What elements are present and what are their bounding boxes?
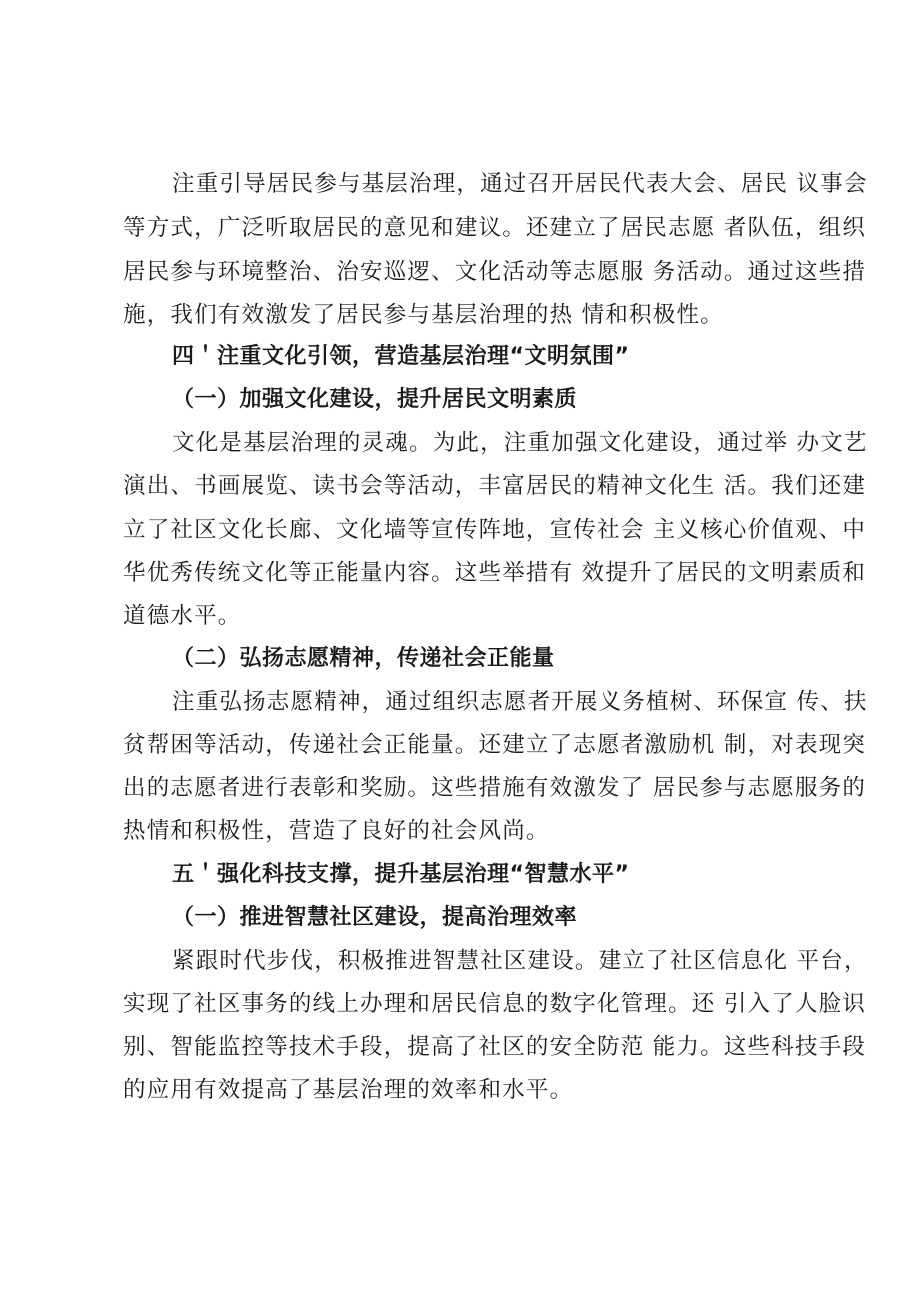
subsection-heading: （二）弘扬志愿精神，传递社会正能量	[172, 646, 555, 671]
paragraph-line: 等方式，广泛听取居民的意见和建议。还建立了居民志愿 者队伍，组织	[123, 215, 867, 241]
paragraph-line: 华优秀传统文化等正能量内容。这些举措有 效提升了居民的文明素质和	[123, 560, 867, 586]
paragraph-line: 实现了社区事务的线上办理和居民信息的数字化管理。还 引入了人脸识	[123, 991, 867, 1017]
paragraph-line: 贫帮困等活动，传递社会正能量。还建立了志愿者激励机 制，对表现突	[123, 732, 867, 758]
paragraph-line: 注重弘扬志愿精神，通过组织志愿者开展义务植树、环保宣 传、扶	[172, 689, 868, 715]
paragraph-line: 文化是基层治理的灵魂。为此，注重加强文化建设，通过举 办文艺	[172, 430, 868, 456]
paragraph-line: 紧跟时代步伐，积极推进智慧社区建设。建立了社区信息化 平台，	[172, 948, 868, 974]
paragraph-line: 热情和积极性，营造了良好的社会风尚。	[123, 818, 550, 844]
paragraph-line: 居民参与环境整治、治安巡逻、文化活动等志愿服 务活动。通过这些措	[123, 259, 867, 285]
paragraph-line: 别、智能监控等技术手段，提高了社区的安全防范 能力。这些科技手段	[123, 1034, 867, 1060]
subsection-heading: （一）推进智慧社区建设，提高治理效率	[172, 905, 578, 930]
section-heading: 四＇注重文化引领，营造基层治理“文明氛围”	[172, 344, 630, 369]
paragraph-line: 立了社区文化长廊、文化墙等宣传阵地，宣传社会 主义核心价值观、中	[123, 517, 867, 543]
paragraph-line: 演出、书画展览、读书会等活动，丰富居民的精神文化生 活。我们还建	[123, 473, 867, 499]
subsection-heading: （一）加强文化建设，提升居民文明素质	[172, 387, 578, 412]
paragraph-line: 道德水平。	[123, 603, 242, 629]
paragraph-line: 注重引导居民参与基层治理，通过召开居民代表大会、居民 议事会	[172, 171, 868, 197]
section-heading: 五＇强化科技支撑，提升基层治理“智慧水平”	[172, 862, 630, 887]
paragraph-line: 的应用有效提高了基层治理的效率和水平。	[123, 1077, 574, 1103]
paragraph-line: 出的志愿者进行表彰和奖励。这些措施有效激发了 居民参与志愿服务的	[123, 775, 867, 801]
paragraph-line: 施，我们有效激发了居民参与基层治理的热 情和积极性。	[123, 302, 724, 328]
